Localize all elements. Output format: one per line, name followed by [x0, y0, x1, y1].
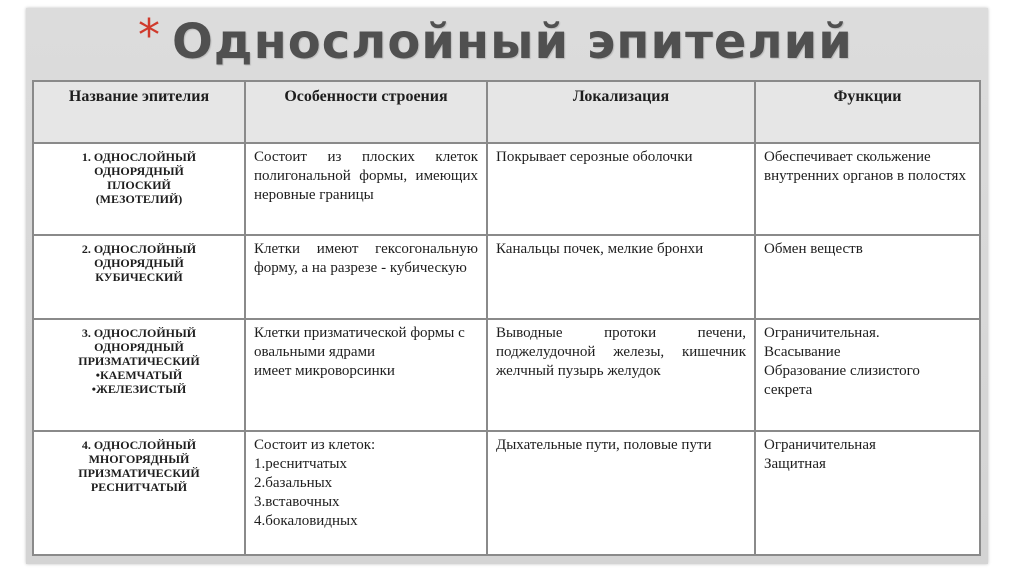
row3-name: 3. ОДНОСЛОЙНЫЙ ОДНОРЯДНЫЙ ПРИЗМАТИЧЕСКИЙ •КАЕМЧАТЫЙ •ЖЕЛЕЗИСТЫЙ: [33, 319, 245, 431]
row4-location: Дыхательные пути, половые пути: [487, 431, 755, 555]
row1-location: Покрывает серозные оболочки: [487, 143, 755, 235]
row2-function: Обмен веществ: [755, 235, 980, 319]
row3-location: Выводные протоки печени, поджелудочной железы, кишечник желчный пузырь желудок: [487, 319, 755, 431]
header-location: Локализация: [487, 81, 755, 143]
row3-structure: Клетки призматической формы с овальными ядрами имеет микроворсинки: [245, 319, 487, 431]
slide-title: Однослойный эпителий: [172, 14, 853, 70]
row1-name: 1. ОДНОСЛОЙНЫЙ ОДНОРЯДНЫЙ ПЛОСКИЙ (МЕЗОТЕЛИЙ): [33, 143, 245, 235]
row4-structure: Состоит из клеток: 1.реснитчатых 2.базальных 3.вставочных 4.бокаловидных: [245, 431, 487, 555]
row2-structure: Клетки имеют гексогональную форму, а на разрезе - кубическую: [245, 235, 487, 319]
row4-name: 4. ОДНОСЛОЙНЫЙ МНОГОРЯДНЫЙ ПРИЗМАТИЧЕСКИЙ РЕСНИТЧАТЫЙ: [33, 431, 245, 555]
header-function: Функции: [755, 81, 980, 143]
row4-function: Ограничительная Защитная: [755, 431, 980, 555]
row2-location: Канальцы почек, мелкие бронхи: [487, 235, 755, 319]
row2-name: 2. ОДНОСЛОЙНЫЙ ОДНОРЯДНЫЙ КУБИЧЕСКИЙ: [33, 235, 245, 319]
table-row: [33, 143, 980, 235]
table-row: [33, 431, 980, 555]
row1-structure: Состоит из плоских клеток полигональной формы, имеющих неровные границы: [245, 143, 487, 235]
table-header-row: [33, 81, 980, 143]
row3-function: Ограничительная. Всасывание Образование слизистого секрета: [755, 319, 980, 431]
header-structure: Особенности строения: [245, 81, 487, 143]
table-row: [33, 319, 980, 431]
header-name: Название эпителия: [33, 81, 245, 143]
row1-function: Обеспечивает скольжение внутренних органов в полостях: [755, 143, 980, 235]
epithelium-table: [32, 80, 981, 556]
table-row: [33, 235, 980, 319]
asterisk-icon: *: [138, 10, 160, 61]
title-row: [26, 8, 988, 80]
slide: [26, 8, 988, 564]
